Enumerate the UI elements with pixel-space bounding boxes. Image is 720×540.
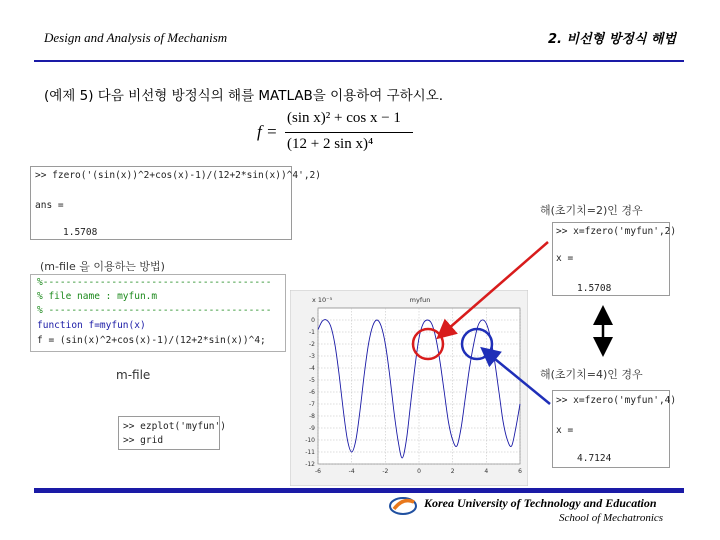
x-tick-label: 0: [417, 468, 421, 475]
output-label: x =: [556, 425, 574, 436]
formula-lhs: f =: [257, 122, 278, 141]
header-section-title: 2. 비선형 방정식 해법: [548, 32, 677, 47]
mfile-label: m-file: [116, 368, 151, 382]
y-tick-label: -7: [309, 401, 315, 408]
university-logo-icon: [388, 495, 418, 517]
output-value: 1.5708: [63, 227, 98, 238]
mfile-function-line: function f=myfun(x): [37, 320, 146, 331]
mfile-comment-line: % file name : myfun.m: [37, 291, 158, 302]
command-line: >> x=fzero('myfun',2): [556, 226, 677, 237]
y-tick-label: -11: [305, 449, 315, 456]
arrow-red: [440, 242, 548, 336]
formula-numerator: (sin x)² + cos x − 1: [287, 110, 401, 126]
y-tick-label: -5: [309, 377, 315, 384]
y-tick-label: -2: [309, 341, 315, 348]
mfile-comment-line: %----------------------------------------: [37, 277, 272, 288]
header-course-title: Design and Analysis of Mechanism: [44, 30, 228, 45]
y-tick-label: -12: [305, 461, 315, 468]
output-label: ans =: [35, 200, 64, 211]
footer-university: Korea University of Technology and Education: [424, 496, 657, 510]
x-tick-label: 4: [484, 468, 489, 475]
x-tick-label: -4: [348, 468, 355, 475]
mfile-caption: (m-file 을 이용하는 방법): [40, 260, 165, 273]
x-tick-label: -6: [315, 468, 321, 475]
command-line: >> x=fzero('myfun',4): [556, 395, 677, 406]
x-tick-label: 2: [450, 468, 455, 475]
plot-title: myfun: [409, 296, 431, 304]
y-tick-label: -9: [309, 425, 315, 432]
footer-school: School of Mechatronics: [559, 512, 664, 524]
case2-label: 해(초기치=4)인 경우: [540, 368, 643, 381]
y-tick-label: -10: [305, 437, 315, 444]
y-tick-label: -4: [309, 365, 315, 372]
plot-exponent-label: x 10⁻⁵: [312, 296, 333, 304]
y-tick-label: -1: [309, 329, 315, 336]
root-circle-blue: [462, 329, 492, 359]
formula-denominator: (12 + 2 sin x)⁴: [287, 136, 374, 152]
y-tick-label: 0: [311, 317, 315, 324]
output-value: 1.5708: [577, 283, 612, 294]
root-circle-red: [413, 329, 443, 359]
command-line: >> fzero('(sin(x))^2+cos(x)-1)/(12+2*sin(x))^4',2): [35, 170, 321, 181]
y-tick-label: -8: [309, 413, 315, 420]
footer-divider: [34, 488, 684, 493]
output-label: x =: [556, 253, 574, 264]
y-tick-label: -3: [309, 353, 315, 360]
arrow-blue: [484, 350, 550, 404]
command-line: >> ezplot('myfun'): [123, 421, 226, 432]
case1-label: 해(초기치=2)인 경우: [540, 204, 643, 217]
x-tick-label: 6: [518, 468, 522, 475]
output-value: 4.7124: [577, 453, 612, 464]
command-line: >> grid: [123, 435, 164, 446]
y-tick-label: -6: [309, 389, 315, 396]
mfile-comment-line: % ---------------------------------------: [37, 305, 272, 316]
x-tick-label: -2: [382, 468, 389, 475]
mfile-body-line: f = (sin(x)^2+cos(x)-1)/(12+2*sin(x))^4;: [37, 335, 266, 346]
problem-statement: (예제 5) 다음 비선형 방정식의 해를 MATLAB을 이용하여 구하시오.: [44, 88, 444, 104]
